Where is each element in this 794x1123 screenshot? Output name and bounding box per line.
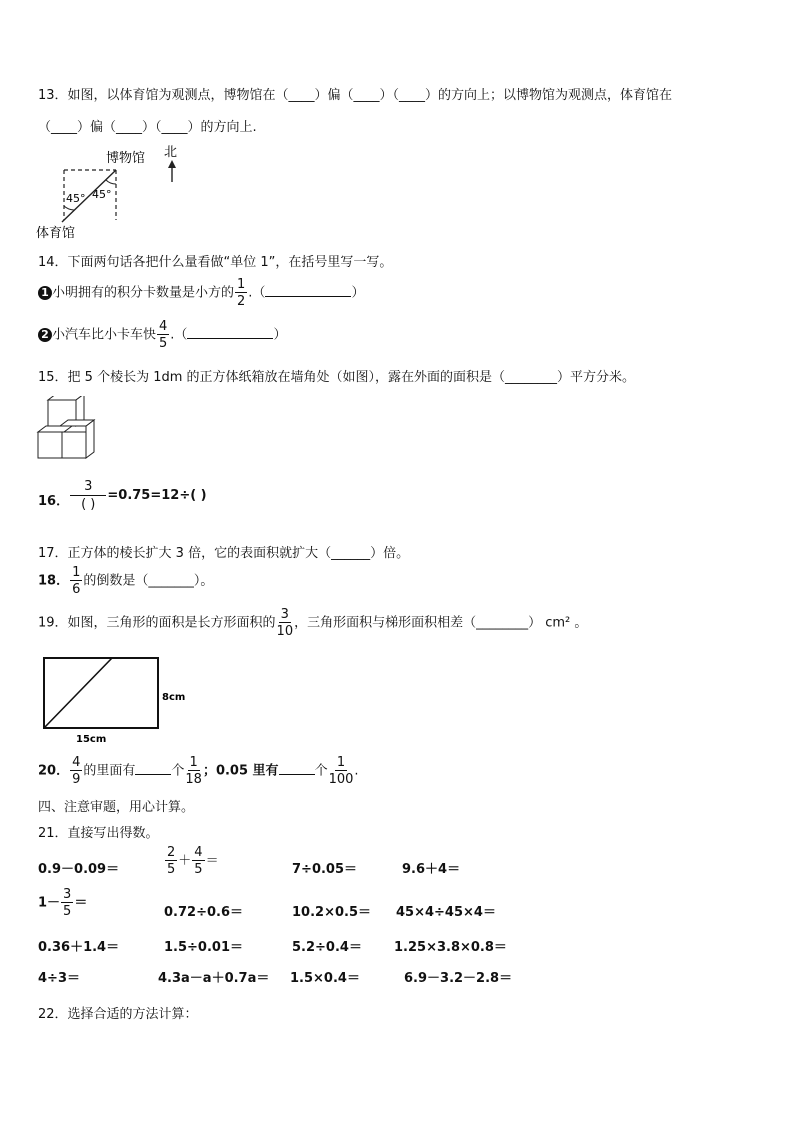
calc-r1-c4: 9.6＋4＝ — [402, 862, 461, 877]
q13-line1: 13．如图，以体育馆为观测点，博物馆在（____）偏（____）（____）的方向上；以博物馆为观测点，体育馆在 — [38, 88, 673, 103]
q22-title: 22．选择合适的方法计算： — [38, 1007, 198, 1022]
calc-r3-c2: 1.5÷0.01＝ — [164, 940, 243, 955]
calc-r3-c3: 5.2÷0.4＝ — [292, 940, 362, 955]
q21-title: 21．直接写出得数。 — [38, 826, 159, 841]
angle-2-label: 45° — [92, 188, 112, 201]
calc-r1-c1: 0.9－0.09＝ — [38, 862, 120, 877]
gym-label: 体育馆 — [36, 226, 76, 240]
calc-r3-c1: 0.36＋1.4＝ — [38, 940, 120, 955]
answer-blank[interactable] — [135, 762, 171, 775]
angle-1-label: 45° — [66, 192, 86, 205]
q15-cubes-figure — [36, 396, 106, 462]
q19: 19．如图，三角形的面积是长方形面积的 $\frac{3}{10}$ ，三角形面积与梯形面积相差（________） cm² 。 — [38, 607, 588, 639]
width-label: 15cm — [76, 734, 107, 745]
north-arrow-icon — [168, 160, 176, 168]
q14-title: 14．下面两句话各把什么量看做“单位 1”，在括号里写一写。 — [38, 255, 393, 270]
q16: 16． $\frac{3}{( )}$ =0.75=12÷( ) — [38, 479, 207, 512]
section-4-title: 四、注意审题，用心计算。 — [38, 800, 195, 815]
circle-number-2-icon: 2 — [38, 328, 52, 342]
q19-rectangle-figure — [40, 654, 200, 746]
circle-number-1-icon: 1 — [38, 286, 52, 300]
calc-r2-c1: 1－ $\frac{3}{5}$ ＝ — [38, 887, 88, 919]
q14-sentence-2: 2 小汽车比小卡车快 $\frac{4}{5}$ .（ ） — [38, 320, 286, 350]
q18: 18． $\frac{1}{6}$ 的倒数是（_______）。 — [38, 565, 214, 597]
calc-r2-c2: 0.72÷0.6＝ — [164, 905, 243, 920]
calc-r4-c4: 6.9－3.2－2.8＝ — [404, 971, 513, 986]
q14-sentence-1: 1 小明拥有的积分卡数量是小方的 $\frac{1}{2}$ .（ ） — [38, 278, 364, 308]
q15-text: 15．把 5 个棱长为 1dm 的正方体纸箱放在墙角处（如图），露在外面的面积是（________）平方分米。 — [38, 370, 636, 385]
height-label: 8cm — [162, 692, 186, 703]
q13-direction-figure — [34, 140, 204, 240]
calc-r4-c3: 1.5×0.4＝ — [290, 971, 360, 986]
answer-blank[interactable] — [265, 284, 351, 297]
q13-line2: （____）偏（____）（____）的方向上. — [38, 120, 257, 135]
calc-r1-c2: $\frac{2}{5}$ ＋ $\frac{4}{5}$ ＝ — [167, 845, 219, 877]
calc-r3-c4: 1.25×3.8×0.8＝ — [394, 940, 507, 955]
calc-r1-c3: 7÷0.05＝ — [292, 862, 358, 877]
calc-r4-c2: 4.3a－a＋0.7a＝ — [158, 971, 270, 986]
calc-r2-c4: 45×4÷45×4＝ — [396, 905, 496, 920]
q17-text: 17．正方体的棱长扩大 3 倍，它的表面积就扩大（______）倍。 — [38, 546, 410, 561]
museum-label: 博物馆 — [106, 151, 146, 166]
answer-blank[interactable] — [279, 762, 315, 775]
north-label: 北 — [164, 145, 178, 160]
calc-r2-c3: 10.2×0.5＝ — [292, 905, 371, 920]
calc-r4-c1: 4÷3＝ — [38, 971, 80, 986]
answer-blank[interactable] — [187, 326, 273, 339]
q20: 20． $\frac{4}{9}$ 的里面有 个 $\frac{1}{18}$ ；0.05 里有 个 $\frac{1}{100}$ . — [38, 755, 359, 787]
